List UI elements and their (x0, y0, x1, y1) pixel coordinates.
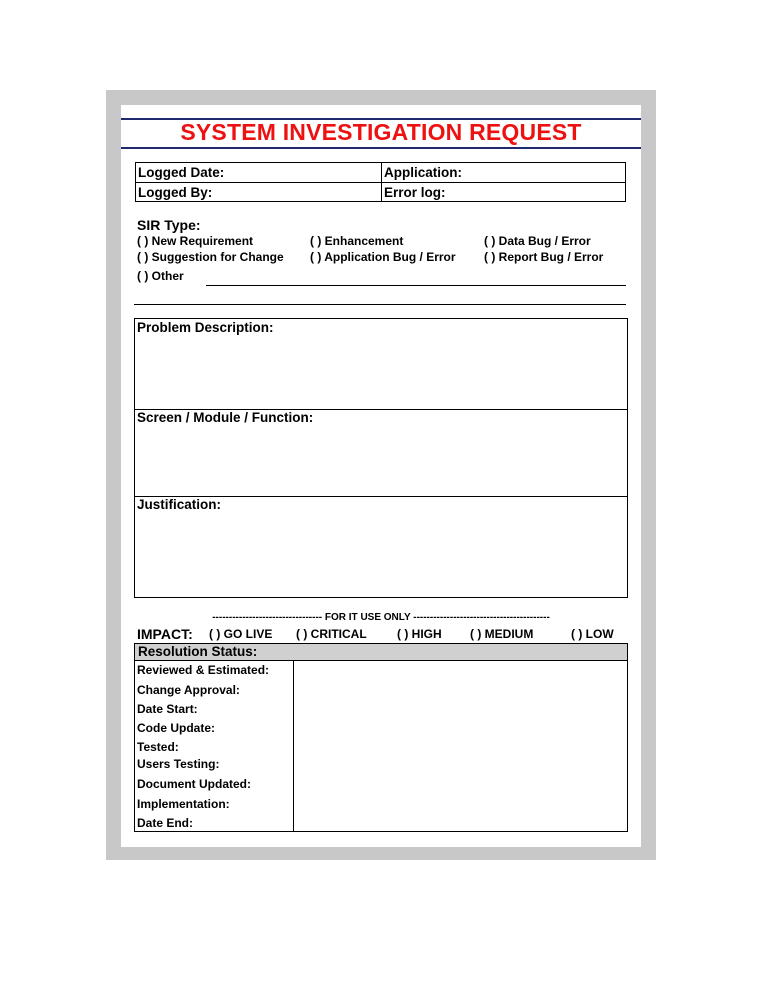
resolution-status-header (135, 644, 627, 661)
sir-type-label: SIR Type: (137, 217, 201, 233)
application-label: Application: (384, 165, 462, 180)
impact-go-live[interactable]: ( ) GO LIVE (209, 627, 273, 641)
row-tested: Tested: (137, 740, 179, 754)
row-date-end: Date End: (137, 816, 194, 830)
impact-critical[interactable]: ( ) CRITICAL (296, 627, 367, 641)
option-data-bug[interactable]: ( ) Data Bug / Error (484, 234, 591, 248)
it-use-only-divider: --------------------------------- FOR IT USE ONLY ----------------------------------------- (212, 612, 550, 623)
row-implementation: Implementation: (137, 797, 230, 811)
request-info-table (135, 162, 626, 202)
option-report-bug[interactable]: ( ) Report Bug / Error (484, 250, 604, 264)
resolution-status-title: Resolution Status: (138, 644, 258, 659)
impact-high[interactable]: ( ) HIGH (397, 627, 442, 641)
description-box (134, 318, 628, 598)
option-suggestion-for-change[interactable]: ( ) Suggestion for Change (137, 250, 284, 264)
impact-low[interactable]: ( ) LOW (571, 627, 614, 641)
row-change-approval: Change Approval: (137, 683, 240, 697)
impact-medium[interactable]: ( ) MEDIUM (470, 627, 534, 641)
impact-label: IMPACT: (137, 626, 193, 642)
sir-type-rule (134, 304, 626, 305)
error-log-label: Error log: (384, 185, 446, 200)
row-users-testing: Users Testing: (137, 757, 220, 771)
resolution-status-table (134, 643, 628, 832)
info-divider-horizontal (136, 182, 625, 183)
screen-module-function-label: Screen / Module / Function: (137, 410, 314, 425)
problem-description-label: Problem Description: (137, 320, 274, 335)
row-reviewed-estimated: Reviewed & Estimated: (137, 663, 270, 677)
row-date-start: Date Start: (137, 702, 198, 716)
justification-label: Justification: (137, 497, 222, 512)
logged-date-label: Logged Date: (138, 165, 225, 180)
logged-by-label: Logged By: (138, 185, 213, 200)
resolution-column-divider (293, 661, 294, 832)
option-application-bug[interactable]: ( ) Application Bug / Error (310, 250, 456, 264)
form-title: SYSTEM INVESTIGATION REQUEST (180, 119, 582, 145)
other-fill-line[interactable] (206, 285, 626, 286)
option-new-requirement[interactable]: ( ) New Requirement (137, 234, 254, 248)
row-code-update: Code Update: (137, 721, 215, 735)
option-other[interactable]: ( ) Other (137, 269, 184, 283)
option-enhancement[interactable]: ( ) Enhancement (310, 234, 404, 248)
title-rule-bottom (121, 147, 641, 149)
row-document-updated: Document Updated: (137, 777, 251, 791)
